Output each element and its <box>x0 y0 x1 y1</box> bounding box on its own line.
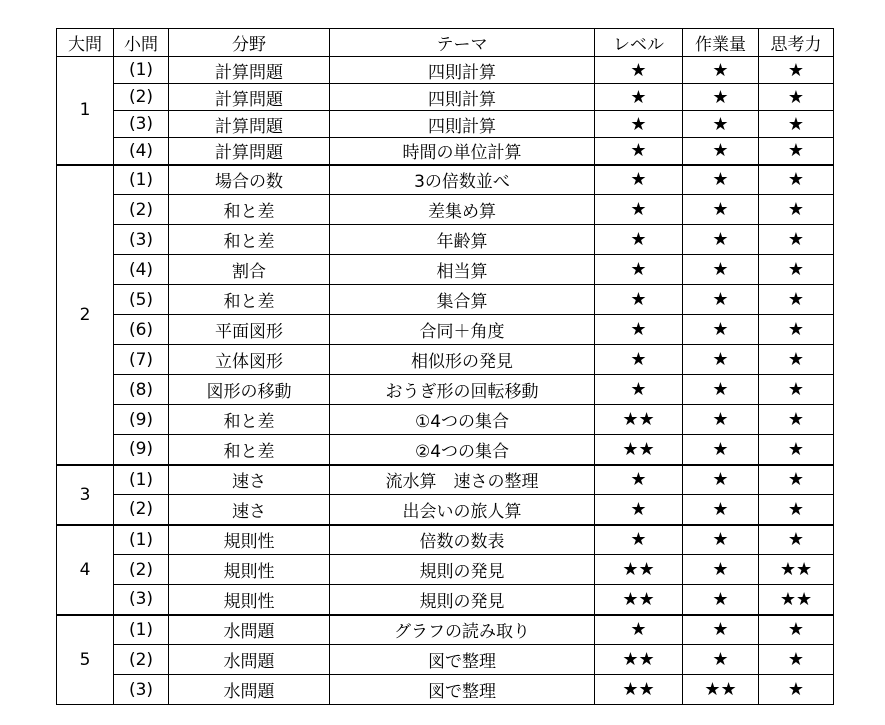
level-cell: ★ <box>595 345 683 375</box>
sagyo-cell: ★ <box>683 84 759 111</box>
theme-cell: 四則計算 <box>330 84 595 111</box>
theme-cell: 四則計算 <box>330 111 595 138</box>
level-cell: ★ <box>595 525 683 555</box>
level-cell: ★ <box>595 495 683 525</box>
level-cell: ★ <box>595 111 683 138</box>
bunya-cell: 和と差 <box>169 285 330 315</box>
bunya-cell: 水問題 <box>169 675 330 705</box>
dai-cell: 4 <box>57 525 114 615</box>
header-theme: テーマ <box>330 29 595 57</box>
sagyo-cell: ★ <box>683 285 759 315</box>
sagyo-cell: ★ <box>683 195 759 225</box>
theme-cell: 図で整理 <box>330 645 595 675</box>
level-cell: ★ <box>595 195 683 225</box>
shiko-cell: ★ <box>759 285 834 315</box>
bunya-cell: 和と差 <box>169 435 330 465</box>
shiko-cell: ★ <box>759 435 834 465</box>
bunya-cell: 計算問題 <box>169 57 330 84</box>
bunya-cell: 水問題 <box>169 645 330 675</box>
theme-cell: 規則の発見 <box>330 555 595 585</box>
table-row <box>57 285 834 315</box>
shiko-cell: ★ <box>759 525 834 555</box>
sho-cell: (9) <box>114 435 169 465</box>
shiko-cell: ★ <box>759 615 834 645</box>
sagyo-cell: ★★ <box>683 675 759 705</box>
header-sho: 小問 <box>114 29 169 57</box>
table-body <box>57 57 834 705</box>
theme-cell: 四則計算 <box>330 57 595 84</box>
level-cell: ★ <box>595 315 683 345</box>
sagyo-cell: ★ <box>683 138 759 165</box>
theme-cell: 3の倍数並べ <box>330 165 595 195</box>
sagyo-cell: ★ <box>683 315 759 345</box>
sagyo-cell: ★ <box>683 375 759 405</box>
shiko-cell: ★ <box>759 165 834 195</box>
theme-cell: ①4つの集合 <box>330 405 595 435</box>
problem-analysis-table <box>56 28 834 705</box>
theme-cell: 出会いの旅人算 <box>330 495 595 525</box>
shiko-cell: ★ <box>759 138 834 165</box>
level-cell: ★★ <box>595 405 683 435</box>
shiko-cell: ★ <box>759 405 834 435</box>
level-cell: ★ <box>595 165 683 195</box>
bunya-cell: 規則性 <box>169 585 330 615</box>
table-row <box>57 525 834 555</box>
bunya-cell: 割合 <box>169 255 330 285</box>
level-cell: ★ <box>595 84 683 111</box>
sagyo-cell: ★ <box>683 255 759 285</box>
shiko-cell: ★ <box>759 465 834 495</box>
shiko-cell: ★ <box>759 315 834 345</box>
theme-cell: 合同＋角度 <box>330 315 595 345</box>
sho-cell: (7) <box>114 345 169 375</box>
level-cell: ★★ <box>595 555 683 585</box>
sagyo-cell: ★ <box>683 615 759 645</box>
shiko-cell: ★ <box>759 84 834 111</box>
sagyo-cell: ★ <box>683 555 759 585</box>
shiko-cell: ★ <box>759 255 834 285</box>
bunya-cell: 平面図形 <box>169 315 330 345</box>
bunya-cell: 和と差 <box>169 225 330 255</box>
level-cell: ★ <box>595 465 683 495</box>
level-cell: ★ <box>595 255 683 285</box>
table-row <box>57 315 834 345</box>
table-row <box>57 555 834 585</box>
sagyo-cell: ★ <box>683 345 759 375</box>
shiko-cell: ★ <box>759 675 834 705</box>
sho-cell: (1) <box>114 525 169 555</box>
level-cell: ★★ <box>595 645 683 675</box>
table-row <box>57 495 834 525</box>
sho-cell: (4) <box>114 138 169 165</box>
sho-cell: (9) <box>114 405 169 435</box>
sagyo-cell: ★ <box>683 435 759 465</box>
table-row <box>57 585 834 615</box>
header-shiko: 思考力 <box>759 29 834 57</box>
table-row <box>57 165 834 195</box>
shiko-cell: ★★ <box>759 555 834 585</box>
level-cell: ★ <box>595 375 683 405</box>
level-cell: ★ <box>595 57 683 84</box>
table-row <box>57 138 834 165</box>
dai-cell: 5 <box>57 615 114 705</box>
shiko-cell: ★ <box>759 111 834 138</box>
theme-cell: 時間の単位計算 <box>330 138 595 165</box>
sho-cell: (2) <box>114 645 169 675</box>
sho-cell: (3) <box>114 585 169 615</box>
header-row <box>57 29 834 57</box>
bunya-cell: 図形の移動 <box>169 375 330 405</box>
level-cell: ★ <box>595 225 683 255</box>
theme-cell: 差集め算 <box>330 195 595 225</box>
sho-cell: (2) <box>114 555 169 585</box>
bunya-cell: 水問題 <box>169 615 330 645</box>
sagyo-cell: ★ <box>683 525 759 555</box>
bunya-cell: 規則性 <box>169 525 330 555</box>
sagyo-cell: ★ <box>683 225 759 255</box>
sho-cell: (1) <box>114 465 169 495</box>
sho-cell: (4) <box>114 255 169 285</box>
table-row <box>57 615 834 645</box>
level-cell: ★ <box>595 138 683 165</box>
bunya-cell: 立体図形 <box>169 345 330 375</box>
dai-cell: 1 <box>57 57 114 165</box>
shiko-cell: ★ <box>759 57 834 84</box>
sho-cell: (2) <box>114 84 169 111</box>
theme-cell: 相似形の発見 <box>330 345 595 375</box>
bunya-cell: 和と差 <box>169 405 330 435</box>
sho-cell: (1) <box>114 165 169 195</box>
sho-cell: (1) <box>114 57 169 84</box>
dai-cell: 2 <box>57 165 114 465</box>
theme-cell: グラフの読み取り <box>330 615 595 645</box>
bunya-cell: 規則性 <box>169 555 330 585</box>
table-row <box>57 435 834 465</box>
sho-cell: (6) <box>114 315 169 345</box>
shiko-cell: ★ <box>759 195 834 225</box>
table-row <box>57 345 834 375</box>
header-level: レベル <box>595 29 683 57</box>
sho-cell: (3) <box>114 111 169 138</box>
table-row <box>57 225 834 255</box>
level-cell: ★★ <box>595 435 683 465</box>
bunya-cell: 速さ <box>169 495 330 525</box>
level-cell: ★ <box>595 285 683 315</box>
table-row <box>57 111 834 138</box>
shiko-cell: ★ <box>759 375 834 405</box>
theme-cell: 規則の発見 <box>330 585 595 615</box>
bunya-cell: 計算問題 <box>169 84 330 111</box>
table-row <box>57 375 834 405</box>
shiko-cell: ★ <box>759 345 834 375</box>
header-bunya: 分野 <box>169 29 330 57</box>
shiko-cell: ★★ <box>759 585 834 615</box>
header-dai: 大問 <box>57 29 114 57</box>
theme-cell: 年齢算 <box>330 225 595 255</box>
level-cell: ★★ <box>595 585 683 615</box>
bunya-cell: 場合の数 <box>169 165 330 195</box>
theme-cell: 図で整理 <box>330 675 595 705</box>
sagyo-cell: ★ <box>683 645 759 675</box>
sagyo-cell: ★ <box>683 111 759 138</box>
table-row <box>57 465 834 495</box>
sagyo-cell: ★ <box>683 405 759 435</box>
table-row <box>57 255 834 285</box>
sagyo-cell: ★ <box>683 585 759 615</box>
theme-cell: おうぎ形の回転移動 <box>330 375 595 405</box>
shiko-cell: ★ <box>759 495 834 525</box>
sho-cell: (3) <box>114 675 169 705</box>
sho-cell: (5) <box>114 285 169 315</box>
table-row <box>57 57 834 84</box>
theme-cell: 集合算 <box>330 285 595 315</box>
theme-cell: 相当算 <box>330 255 595 285</box>
level-cell: ★★ <box>595 675 683 705</box>
bunya-cell: 計算問題 <box>169 138 330 165</box>
sagyo-cell: ★ <box>683 165 759 195</box>
sho-cell: (2) <box>114 195 169 225</box>
sho-cell: (1) <box>114 615 169 645</box>
sho-cell: (3) <box>114 225 169 255</box>
table-row <box>57 675 834 705</box>
header-sagyo: 作業量 <box>683 29 759 57</box>
theme-cell: ②4つの集合 <box>330 435 595 465</box>
sagyo-cell: ★ <box>683 465 759 495</box>
sho-cell: (8) <box>114 375 169 405</box>
shiko-cell: ★ <box>759 225 834 255</box>
table-row <box>57 195 834 225</box>
level-cell: ★ <box>595 615 683 645</box>
shiko-cell: ★ <box>759 645 834 675</box>
dai-cell: 3 <box>57 465 114 525</box>
table-row <box>57 84 834 111</box>
bunya-cell: 計算問題 <box>169 111 330 138</box>
bunya-cell: 和と差 <box>169 195 330 225</box>
table-row <box>57 405 834 435</box>
theme-cell: 流水算 速さの整理 <box>330 465 595 495</box>
theme-cell: 倍数の数表 <box>330 525 595 555</box>
sagyo-cell: ★ <box>683 495 759 525</box>
sagyo-cell: ★ <box>683 57 759 84</box>
bunya-cell: 速さ <box>169 465 330 495</box>
table-row <box>57 645 834 675</box>
sho-cell: (2) <box>114 495 169 525</box>
